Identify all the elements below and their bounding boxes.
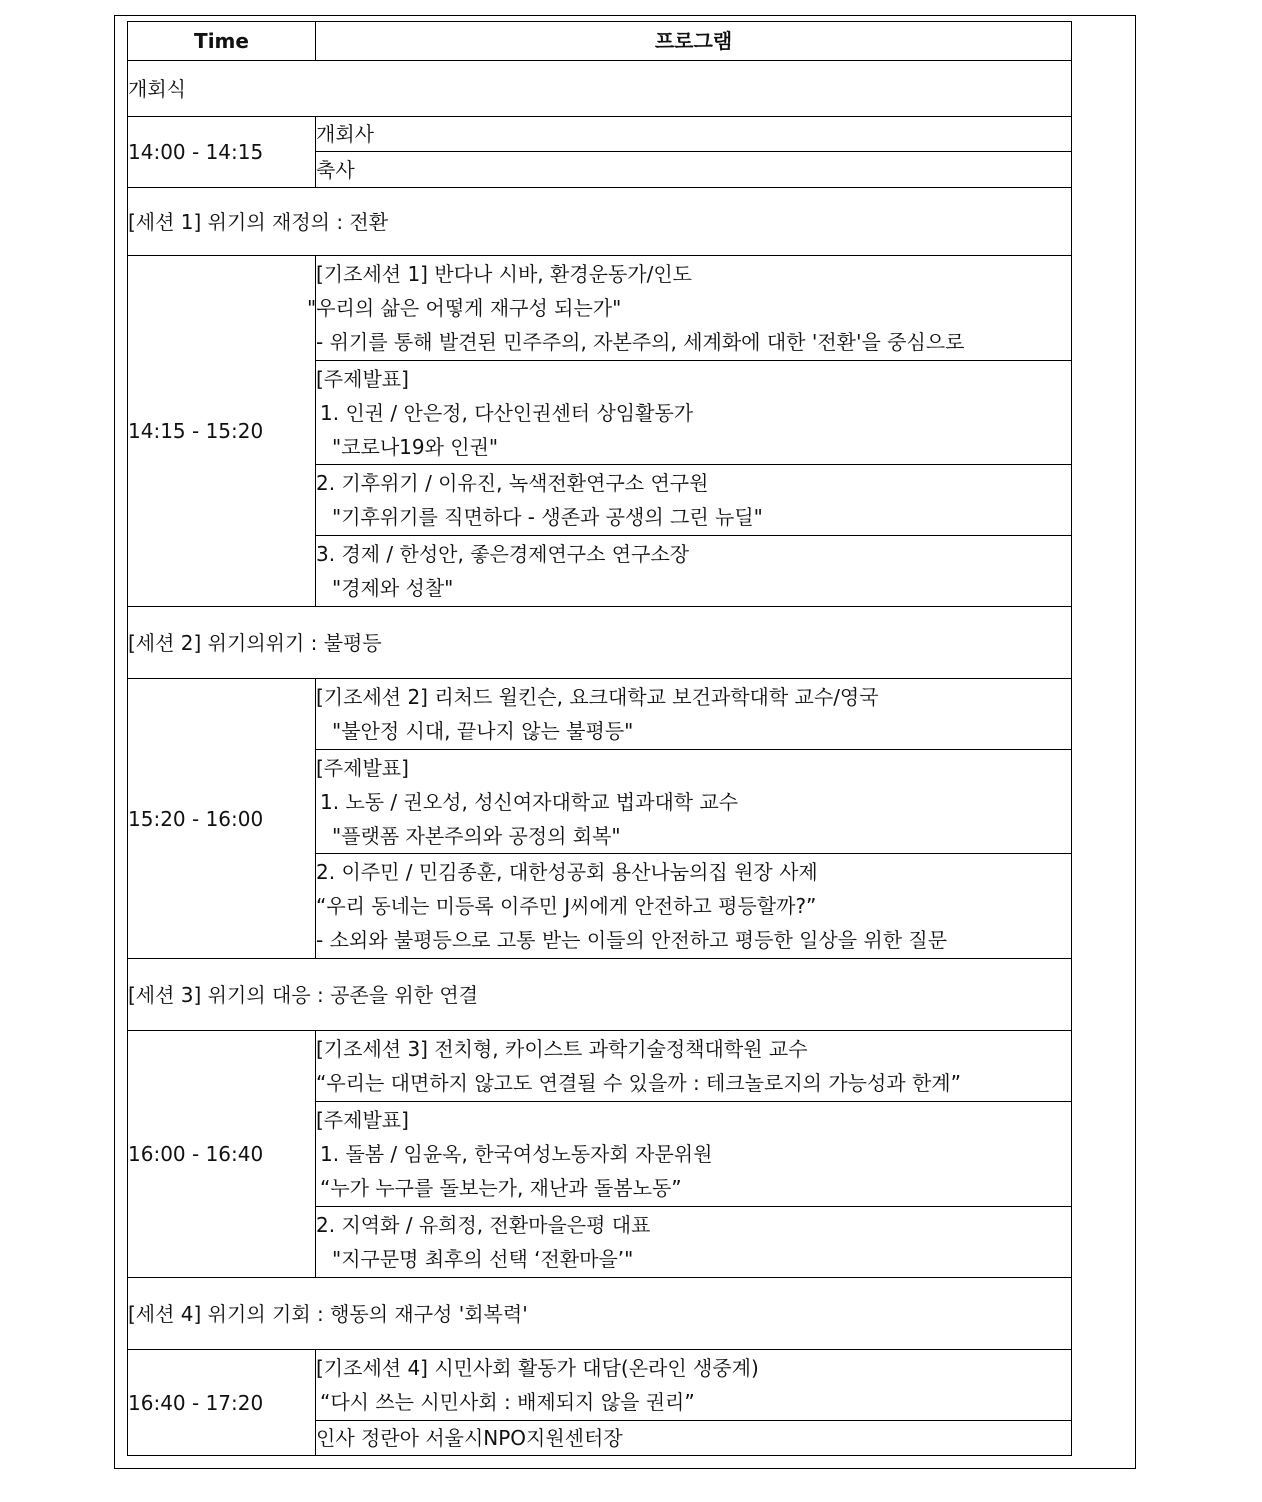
topic-speaker: 2. 지역화 / 유희정, 전환마을은평 대표: [316, 1213, 651, 1237]
topic-subject: "경제와 성찰": [332, 576, 454, 600]
topic-speaker: 1. 인권 / 안은정, 다산인권센터 상임활동가: [320, 400, 694, 425]
topic-cell: [316, 1102, 1072, 1207]
topic-subject: “누가 누구를 돌보는가, 재난과 돌봄노동”: [320, 1176, 682, 1200]
keynote-note: - 위기를 통해 발견된 민주주의, 자본주의, 세계화에 대한 '전환'을 중심으로: [316, 330, 965, 354]
topic-heading: [주제발표]: [316, 1108, 409, 1132]
topic-cell: [316, 750, 1072, 854]
header-program: 프로그램: [316, 22, 1072, 61]
topic-subject: "플랫폼 자본주의와 공정의 회복": [332, 823, 621, 848]
topic-heading: [주제발표]: [316, 755, 409, 780]
keynote-subtitle: “우리는 대면하지 않고도 연결될 수 있을까 : 테크놀로지의 가능성과 한계”: [316, 1071, 961, 1095]
program-item: 개회사: [316, 117, 1072, 152]
time-cell: 14:00 - 14:15: [128, 117, 316, 188]
topic-cell: [316, 361, 1072, 465]
section-opening: 개회식: [128, 61, 1072, 117]
header-time: Time: [128, 22, 316, 61]
topic-subject: "코로나19와 인권": [332, 434, 499, 459]
topic-heading: [주제발표]: [316, 366, 409, 391]
topic-subject: "기후위기를 직면하다 - 생존과 공생의 그린 뉴딜": [332, 505, 763, 529]
topic-speaker: 2. 이주민 / 민김종훈, 대한성공회 용산나눔의집 원장 사제: [316, 860, 818, 884]
topic-cell: [316, 854, 1072, 959]
topic-speaker: 1. 돌봄 / 임윤옥, 한국여성노동자회 자문위원: [320, 1142, 713, 1166]
time-cell: 15:20 - 16:00: [128, 679, 316, 959]
time-cell: 16:40 - 17:20: [128, 1350, 316, 1456]
topic-cell: [316, 536, 1072, 607]
topic-speaker: 3. 경제 / 한성안, 좋은경제연구소 연구소장: [316, 542, 690, 566]
keynote-subtitle: "우리의 삶은 어떻게 재구성 되는가": [307, 296, 622, 320]
keynote-cell: [316, 679, 1072, 750]
keynote-cell: [316, 1031, 1072, 1102]
schedule-table: [127, 21, 1072, 1456]
topic-note: - 소외와 불평등으로 고통 받는 이들의 안전하고 평등한 일상을 위한 질문: [316, 928, 948, 952]
section-title: [세션 1] 위기의 재정의 : 전환: [128, 188, 1072, 256]
topic-subject: “우리 동네는 미등록 이주민 J씨에게 안전하고 평등할까?”: [316, 894, 817, 918]
header-row: [128, 22, 1072, 61]
keynote-title: [기조세션 2] 리처드 윌킨슨, 요크대학교 보건과학대학 교수/영국: [316, 685, 879, 709]
section-row: [128, 61, 1072, 117]
section-title: [세션 2] 위기의위기 : 불평등: [128, 607, 1072, 679]
keynote-title: [기조세션 1] 반다나 시바, 환경운동가/인도: [316, 262, 692, 286]
keynote-title: [기조세션 3] 전치형, 카이스트 과학기술정책대학원 교수: [316, 1037, 808, 1061]
topic-subject: "지구문명 최후의 선택 ‘전환마을’": [332, 1247, 634, 1271]
closing-remarks: 인사 정란아 서울시NPO지원센터장: [316, 1421, 1072, 1456]
keynote-title: [기조세션 4] 시민사회 활동가 대담(온라인 생중계): [316, 1356, 759, 1380]
keynote-subtitle: “다시 쓰는 시민사회 : 배제되지 않을 권리”: [320, 1390, 695, 1414]
section-title: [세션 4] 위기의 기회 : 행동의 재구성 '회복력': [128, 1278, 1072, 1350]
keynote-subtitle: "불안정 시대, 끝나지 않는 불평등": [332, 719, 634, 743]
program-item: 축사: [316, 152, 1072, 188]
topic-speaker: 1. 노동 / 권오성, 성신여자대학교 법과대학 교수: [320, 789, 739, 814]
section-title: [세션 3] 위기의 대응 : 공존을 위한 연결: [128, 959, 1072, 1031]
keynote-cell: [307, 256, 1072, 361]
time-cell: 14:15 - 15:20: [128, 256, 316, 607]
topic-cell: [316, 465, 1072, 536]
keynote-cell: [316, 1350, 1072, 1421]
topic-cell: [316, 1207, 1072, 1278]
topic-speaker: 2. 기후위기 / 이유진, 녹색전환연구소 연구원: [316, 471, 709, 495]
time-cell: 16:00 - 16:40: [128, 1031, 316, 1278]
